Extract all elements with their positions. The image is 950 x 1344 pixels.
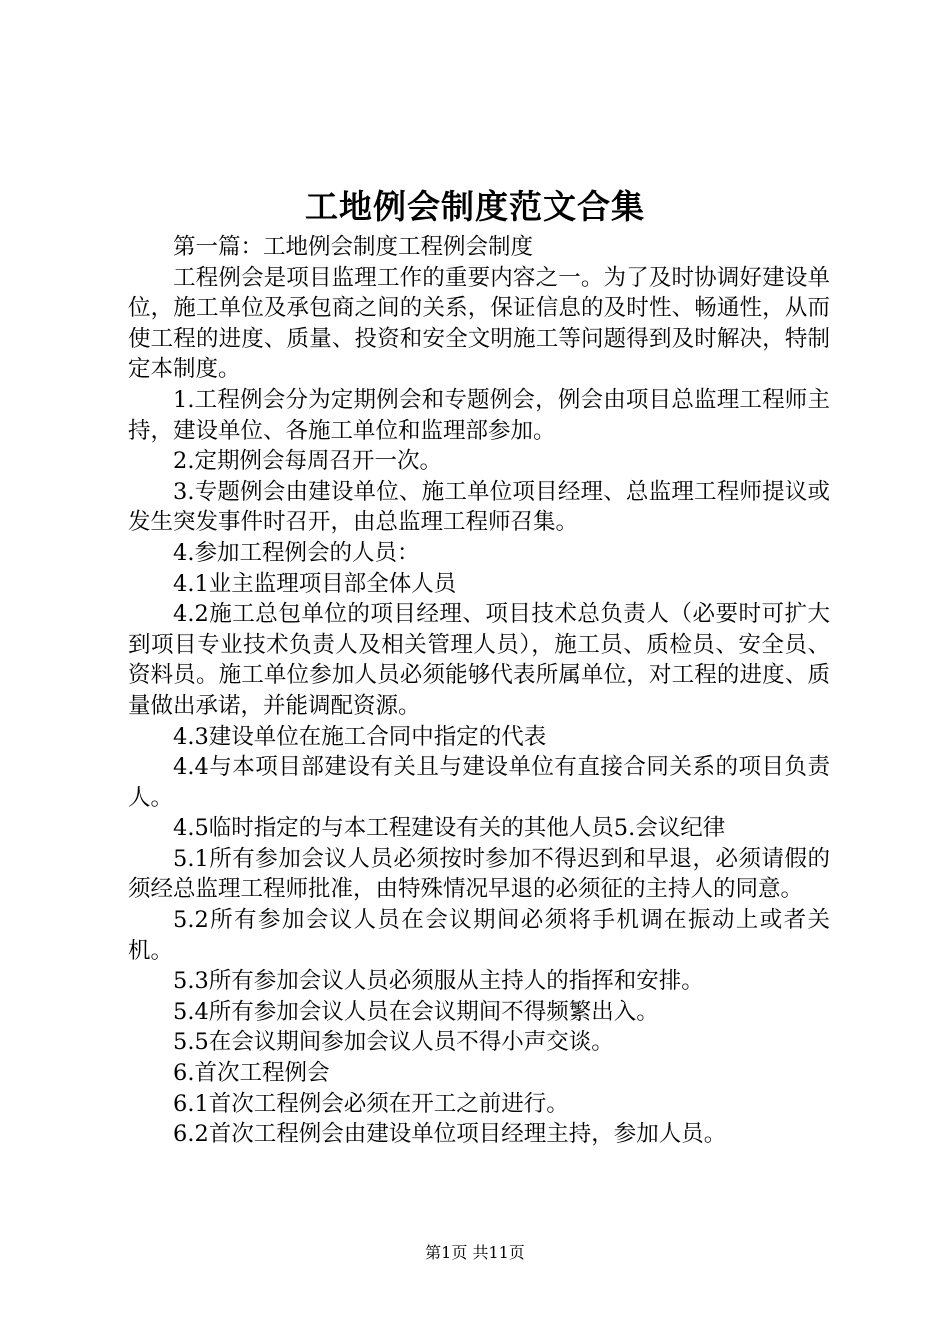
paragraph: 4.3建设单位在施工合同中指定的代表 (173, 723, 547, 750)
paragraph: 1.工程例会分为定期例会和专题例会，例会由项目总监理工程师主持，建设单位、各施工单位和监理部参加。 (128, 386, 830, 444)
paragraph: 4.参加工程例会的人员： (173, 539, 420, 566)
paragraph: 5.2所有参加会议人员在会议期间必须将手机调在振动上或者关机。 (128, 907, 830, 964)
page-number-footer: 第1页 共11页 (425, 1243, 525, 1262)
paragraph: 3.专题例会由建设单位、施工单位项目经理、总监理工程师提议或发生突发事件时召开，由总监理工程师召集。 (128, 478, 830, 536)
paragraph: 5.5在会议期间参加会议人员不得小声交谈。 (173, 1029, 614, 1056)
paragraph: 4.4与本项目部建设有关且与建设单位有直接合同关系的项目负责人。 (128, 754, 830, 811)
paragraph: 2.定期例会每周召开一次。 (173, 448, 442, 475)
paragraph: 第一篇：工地例会制度工程例会制度 (173, 234, 534, 260)
document-title: 工地例会制度范文合集 (305, 187, 645, 226)
paragraph: 5.3所有参加会议人员必须服从主持人的指挥和安排。 (173, 968, 704, 995)
paragraph: 6.2首次工程例会由建设单位项目经理主持，参加人员。 (173, 1121, 727, 1148)
document-body (128, 232, 830, 1150)
paragraph: 5.1所有参加会议人员必须按时参加不得迟到和早退，必须请假的须经总监理工程师批准，由特殊情况早退的必须征的主持人的同意。 (128, 845, 830, 903)
paragraph: 5.4所有参加会议人员在会议期间不得频繁出入。 (173, 998, 659, 1025)
paragraph: 工程例会是项目监理工作的重要内容之一。为了及时协调好建设单位，施工单位及承包商之间的关系，保证信息的及时性、畅通性，从而使工程的进度、质量、投资和安全文明施工等问题得到及时解决，特制定本制度。 (128, 264, 830, 383)
paragraph: 4.5临时指定的与本工程建设有关的其他人员5.会议纪律 (173, 815, 726, 842)
paragraph: 6.首次工程例会 (173, 1060, 330, 1087)
paragraph: 4.2施工总包单位的项目经理、项目技术总负责人（必要时可扩大到项目专业技术负责人及相关管理人员），施工员、质检员、安全员、资料员。施工单位参加人员必须能够代表所属单位，对工程的进度、质量做出承诺，并能调配资源。 (128, 601, 830, 719)
paragraph: 6.1首次工程例会必须在开工之前进行。 (173, 1090, 569, 1117)
paragraph: 4.1业主监理项目部全体人员 (173, 570, 457, 597)
